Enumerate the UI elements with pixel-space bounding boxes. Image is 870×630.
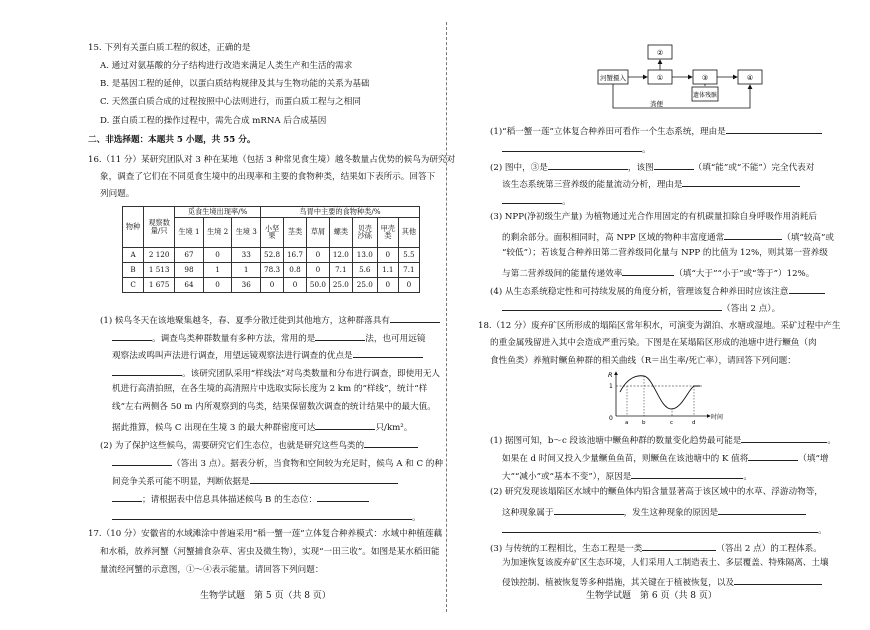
q16-text: 。 bbox=[412, 513, 421, 523]
q16-part1-line7 bbox=[112, 420, 412, 434]
q17-part1-line2 bbox=[502, 142, 651, 156]
q15-stem: 15. 下列有关蛋白质工程的叙述，正确的是 bbox=[88, 43, 251, 53]
table-cell: 36 bbox=[232, 277, 261, 292]
answer-blank[interactable] bbox=[726, 124, 822, 134]
q16-text: 只/km²。 bbox=[375, 423, 413, 433]
node-2-label: ② bbox=[656, 49, 664, 57]
table-cell: 0 bbox=[377, 247, 398, 262]
y-tick-0: 0 bbox=[609, 415, 613, 422]
table-cell: 0 bbox=[261, 277, 284, 292]
q17-text: （填“能”或“不能”）完全代表对 bbox=[693, 163, 815, 173]
x-tick-c: c bbox=[670, 420, 674, 426]
answer-blank[interactable] bbox=[315, 420, 375, 430]
answer-blank[interactable] bbox=[112, 331, 152, 341]
q16-text: 法，也可用远镜 bbox=[365, 334, 426, 344]
answer-blank[interactable] bbox=[317, 492, 369, 502]
q17-text: 与第二营养级间的能量传递效率 bbox=[502, 269, 623, 279]
q16-text: 观察法或鸣叫声法进行调查，用望远镜观察法进行调查的优点是 bbox=[112, 351, 353, 361]
q18-text: （填“增 bbox=[798, 454, 829, 464]
table-row bbox=[123, 247, 420, 262]
answer-blank[interactable] bbox=[682, 177, 800, 187]
table-cell: 2 120 bbox=[144, 247, 175, 262]
table-cell: 12.0 bbox=[329, 247, 352, 262]
answer-blank[interactable] bbox=[502, 142, 642, 152]
q17-part4-line1 bbox=[490, 284, 825, 298]
q18-text: 大”“减小”或“基本不变”），原因是 bbox=[502, 472, 632, 482]
page-divider bbox=[446, 22, 447, 612]
table-header-count: 观察数量/只 bbox=[144, 207, 175, 248]
answer-blank[interactable] bbox=[112, 510, 412, 520]
table-cell: 25.0 bbox=[352, 277, 377, 292]
q18-stem-line2: 的重金属残留进入其中会造成严重污染。下图是在某塌陷区形成的池塘中进行鳜鱼（肉 bbox=[490, 338, 817, 348]
table-cell: 5.5 bbox=[398, 247, 419, 262]
answer-blank[interactable] bbox=[502, 301, 722, 311]
answer-blank[interactable] bbox=[642, 541, 716, 551]
answer-blank[interactable] bbox=[364, 438, 418, 448]
q18-part2-line2 bbox=[502, 505, 806, 519]
q17-text: （填“较高”或 bbox=[782, 233, 834, 243]
table-cell: 33 bbox=[232, 247, 261, 262]
answer-blank[interactable] bbox=[654, 160, 694, 170]
q16-text: 据此推算，候鸟 C 出现在生境 3 的最大种群密度可达 bbox=[112, 423, 316, 433]
q18-part1-line3 bbox=[502, 469, 752, 483]
page-footer-left: 生物学试题 第 5 页（共 8 页） bbox=[200, 591, 331, 601]
y-axis-label: R bbox=[608, 371, 613, 379]
q16-stem-line3: 列问题。 bbox=[100, 189, 135, 199]
q16-part1-line2 bbox=[112, 331, 425, 345]
table-row bbox=[123, 262, 420, 277]
q17-text: 。 bbox=[562, 197, 571, 207]
table-header-habitat2: 生境 2 bbox=[203, 217, 232, 247]
q16-stem-line1: 16.（11 分）某研究团队对 3 种在某地（包括 3 种常见食生境）越冬数量占优势的候鸟为研究对 bbox=[88, 155, 456, 165]
table-cell: 50.0 bbox=[306, 277, 329, 292]
answer-blank[interactable] bbox=[353, 348, 423, 358]
q18-text: 。 bbox=[818, 526, 827, 536]
answer-blank[interactable] bbox=[112, 366, 182, 376]
q18-text: (1) 据图可知，b～c 段该池塘中鳜鱼种群的数量变化趋势最可能是 bbox=[490, 436, 742, 446]
table-header-food: 鸟胃中主要的食物种类/% bbox=[261, 207, 420, 218]
table-cell: 98 bbox=[175, 262, 204, 277]
q16-text: （答出 3 点）。据表分析，当食物和空间较为充足时，候鸟 A 和 C 的种 bbox=[172, 459, 443, 469]
answer-blank[interactable] bbox=[250, 474, 398, 484]
q18-part3-line1 bbox=[490, 541, 822, 555]
q18-part2-line1: (2) 研究发现该塌陷区水域中的鳜鱼体内铅含量显著高于该区域中的水草、浮游动物等， bbox=[490, 487, 823, 497]
answer-blank[interactable] bbox=[548, 160, 628, 170]
q18-text: 侵蚀控制、植被恢复等多种措施，其关键在于植被恢复，以及 bbox=[502, 578, 735, 588]
table-cell: 1 513 bbox=[144, 262, 175, 277]
q16-text: 间竞争关系可能不明显，判断依据是 bbox=[112, 477, 250, 487]
table-cell: 1.1 bbox=[377, 262, 398, 277]
table-cell: 7.1 bbox=[398, 262, 419, 277]
answer-blank[interactable] bbox=[718, 505, 806, 515]
right-page bbox=[450, 0, 870, 630]
table-header-stems: 茎类 bbox=[284, 217, 307, 247]
q15-option-c: C. 天然蛋白质合成的过程按照中心法则进行，而蛋白质工程与之相同 bbox=[100, 97, 361, 107]
q17-text: 。 bbox=[642, 145, 651, 155]
q16-part2-line3 bbox=[112, 474, 398, 488]
answer-blank[interactable] bbox=[554, 505, 624, 515]
x-tick-d: d bbox=[692, 420, 696, 426]
q16-text: (2) 为了保护这些候鸟，需要研究它们生态位，也就是研究这些鸟类的 bbox=[100, 441, 365, 451]
table-cell: 78.3 bbox=[261, 262, 284, 277]
table-cell: 0 bbox=[203, 277, 232, 292]
q17-text: (4) 从生态系统稳定性和可持续发展的角度分析，管理该复合种养田时应该注意 bbox=[490, 287, 789, 297]
table-cell: 7.1 bbox=[329, 262, 352, 277]
q16-part2-line5 bbox=[112, 510, 421, 524]
q18-stem-line1: 18.（12 分）废弃矿区所形成的塌陷区常年积水，可演变为湖泊、水塘或湿地。采矿过程中产生 bbox=[478, 321, 841, 331]
table-cell: B bbox=[123, 262, 144, 277]
r-curve-chart bbox=[602, 368, 734, 426]
table-header-habitat-rate: 觅食生境出现率/% bbox=[175, 207, 261, 218]
answer-blank[interactable] bbox=[789, 284, 825, 294]
x-axis-label: 时间 bbox=[711, 414, 724, 421]
x-tick-a: a bbox=[625, 420, 629, 426]
remains-label: 遗体残骸 bbox=[692, 92, 718, 99]
q17-text: （答出 2 点）。 bbox=[722, 304, 781, 314]
q18-part3-line3 bbox=[502, 575, 822, 589]
q16-data-table bbox=[122, 206, 420, 293]
q17-part3-line2 bbox=[502, 230, 834, 244]
answer-blank[interactable] bbox=[734, 575, 822, 585]
table-cell: 0 bbox=[203, 247, 232, 262]
table-header-shell-gravel: 贝壳沙砾 bbox=[352, 217, 377, 247]
answer-blank[interactable] bbox=[631, 469, 743, 479]
table-cell: 52.8 bbox=[261, 247, 284, 262]
table-header-other: 其他 bbox=[398, 217, 419, 247]
table-cell: 0 bbox=[398, 277, 419, 292]
y-tick-1: 1 bbox=[609, 383, 613, 390]
table-cell: 13.0 bbox=[352, 247, 377, 262]
q18-part1-line1 bbox=[490, 433, 836, 447]
q16-text: 。调查鸟类种群数量有多种方法，常用的是 bbox=[152, 334, 316, 344]
q16-part2-line4 bbox=[112, 492, 369, 506]
energy-flow-diagram bbox=[588, 42, 788, 114]
table-header-species: 物种 bbox=[123, 207, 144, 248]
q18-stem-line3: 食性鱼类）养殖时鳜鱼种群的相关曲线（R＝出生率/死亡率），请回答下列问题： bbox=[490, 356, 796, 366]
table-cell: 0 bbox=[306, 247, 329, 262]
q18-part1-line2 bbox=[502, 451, 828, 465]
q17-text: 的剩余部分。面积相同时，高 NPP 区域的物种丰富度通常 bbox=[502, 233, 725, 243]
q18-text: 。 bbox=[827, 436, 836, 446]
r-curve bbox=[620, 376, 700, 409]
q16-part1-line5: 机进行高清拍照，在各生境的高清照片中选取实际长度为 2 km 的“样线”，统计“样 bbox=[112, 384, 428, 394]
node-1-label: ① bbox=[656, 74, 664, 82]
answer-blank[interactable] bbox=[724, 230, 782, 240]
answer-blank[interactable] bbox=[390, 313, 440, 323]
table-row bbox=[123, 277, 420, 292]
q16-part1-line1 bbox=[100, 313, 440, 327]
table-cell: C bbox=[123, 277, 144, 292]
q16-part1-line6: 线”左右两侧各 50 m 内所观察到的鸟类，结果保留数次调查的统计结果中的最大值。 bbox=[112, 402, 436, 412]
table-cell: 0 bbox=[284, 277, 307, 292]
q17-text: （填“大于”“小于”或“等于”）12%。 bbox=[674, 269, 815, 279]
q17-text: (1)“稻一蟹一莲”立体复合种养田可看作一个生态系统，理由是 bbox=[490, 127, 726, 137]
q16-text: 。该研究团队采用“样线法”对鸟类数量和分布进行调查，即使用无人 bbox=[182, 369, 441, 379]
table-cell: 5.6 bbox=[352, 262, 377, 277]
q16-text: (1) 候鸟冬天在该地聚集越冬，春、夏季分散迁徙到其他地方，这种群落具有 bbox=[100, 316, 390, 326]
table-cell: 64 bbox=[175, 277, 204, 292]
q18-text: 这种现象属于 bbox=[502, 508, 554, 518]
table-header-grass: 草屑 bbox=[306, 217, 329, 247]
table-header-snails: 螺类 bbox=[329, 217, 352, 247]
table-header-nuts: 小坚果 bbox=[261, 217, 284, 247]
answer-blank[interactable] bbox=[741, 433, 827, 443]
q17-text: 该生态系统第三营养级的能量流动分析，理由是 bbox=[502, 180, 683, 190]
q18-text: (3) 与传统的工程相比，生态工程是一类 bbox=[490, 544, 643, 554]
table-cell: 0.8 bbox=[284, 262, 307, 277]
q17-stem-line3: 量流经河蟹的示意图，①～④表示能量。请回答下列问题： bbox=[100, 565, 324, 575]
table-cell: 16.7 bbox=[284, 247, 307, 262]
q16-part1-line3 bbox=[112, 348, 423, 362]
q17-part3-line3: “较低”）；若该复合种养田第二营养级同化量与 NPP 的比值为 12%，则其第一营养级 bbox=[502, 248, 828, 258]
answer-blank[interactable] bbox=[748, 451, 798, 461]
answer-blank[interactable] bbox=[112, 492, 142, 502]
q17-part2-line2 bbox=[502, 177, 800, 191]
table-header-habitat1: 生境 1 bbox=[175, 217, 204, 247]
q17-stem-line2: 和水稻，放养河蟹（河蟹捕食杂草、害虫及微生物），实现“一田三收”。如图是某水稻田能 bbox=[100, 547, 440, 557]
q15-option-b: B. 是基因工程的延伸，以蛋白质结构规律及其与生物功能的关系为基础 bbox=[100, 79, 370, 89]
q18-text: 如果在 d 时间又投入少量鳜鱼鱼苗，则鳜鱼在该池塘中的 K 值将 bbox=[502, 454, 749, 464]
answer-blank[interactable] bbox=[622, 266, 674, 276]
q18-part3-line2: 为加速恢复该废弃矿区生态环境，人们采用人工制造表土、多层覆盖、特殊隔离、土壤 bbox=[502, 558, 829, 568]
table-cell: 0 bbox=[377, 277, 398, 292]
section-heading: 二、非选择题：本题共 5 小题，共 55 分。 bbox=[88, 135, 256, 145]
q15-option-a: A. 通过对氨基酸的分子结构进行改造来满足人类生产和生活的需求 bbox=[100, 61, 353, 71]
answer-blank[interactable] bbox=[112, 456, 172, 466]
q16-stem-line2: 象，调查了它们在不同觅食生境中的出现率和主要的食物种类，结果如下表所示。回答下 bbox=[100, 172, 436, 182]
answer-blank[interactable] bbox=[502, 523, 818, 533]
table-cell: 67 bbox=[175, 247, 204, 262]
table-cell: 0 bbox=[306, 262, 329, 277]
q17-part3-line1: (3) NPP(净初级生产量) 为植物通过光合作用固定的有机碳量扣除自身呼吸作用消耗后 bbox=[490, 212, 818, 222]
q17-part2-line1 bbox=[490, 160, 814, 174]
table-cell: 1 bbox=[203, 262, 232, 277]
q15-option-d: D. 蛋白质工程的操作过程中，需先合成 mRNA 后合成基因 bbox=[100, 116, 327, 126]
table-cell: 1 675 bbox=[144, 277, 175, 292]
answer-blank[interactable] bbox=[315, 331, 365, 341]
q18-text: 。 bbox=[743, 472, 752, 482]
page-footer-right: 生物学试题 第 6 页（共 8 页） bbox=[586, 591, 717, 601]
q16-part2-line2 bbox=[112, 456, 443, 470]
q16-part2-line1 bbox=[100, 438, 418, 452]
q18-text: （答出 2 点）的工程体系。 bbox=[716, 544, 822, 554]
q17-part2-line3 bbox=[502, 194, 571, 208]
table-header-habitat3: 生境 3 bbox=[232, 217, 261, 247]
node-3-label: ③ bbox=[701, 74, 709, 82]
q17-part3-line4 bbox=[502, 266, 814, 280]
q17-stem-line1: 17.（10 分）安徽省的水域滩涂中普遍采用“稻一蟹一莲”立体复合种养模式：水域中种植莲藕 bbox=[88, 529, 443, 539]
q16-text: ；请根据表中信息具体描述候鸟 B 的生态位： bbox=[142, 495, 318, 505]
table-cell: 25.0 bbox=[329, 277, 352, 292]
answer-blank[interactable] bbox=[502, 194, 562, 204]
table-cell: A bbox=[123, 247, 144, 262]
q17-part1-line1 bbox=[490, 124, 822, 138]
q17-part4-line2 bbox=[502, 301, 780, 315]
q16-part1-line4 bbox=[112, 366, 440, 380]
table-cell: 1 bbox=[232, 262, 261, 277]
q17-text: (2) 图中，③是 bbox=[490, 163, 548, 173]
q18-part2-line3 bbox=[502, 523, 827, 537]
intake-label: 河蟹摄入 bbox=[600, 74, 626, 82]
x-tick-b: b bbox=[642, 420, 646, 426]
node-4-label: ④ bbox=[746, 74, 754, 82]
q17-text: ，该图 bbox=[627, 163, 654, 173]
q18-text: ，发生这种现象的原因是 bbox=[623, 508, 719, 518]
feces-arrow bbox=[613, 84, 750, 108]
feces-label: 粪便 bbox=[650, 100, 663, 108]
table-header-crustaceans: 甲壳类 bbox=[377, 217, 398, 247]
